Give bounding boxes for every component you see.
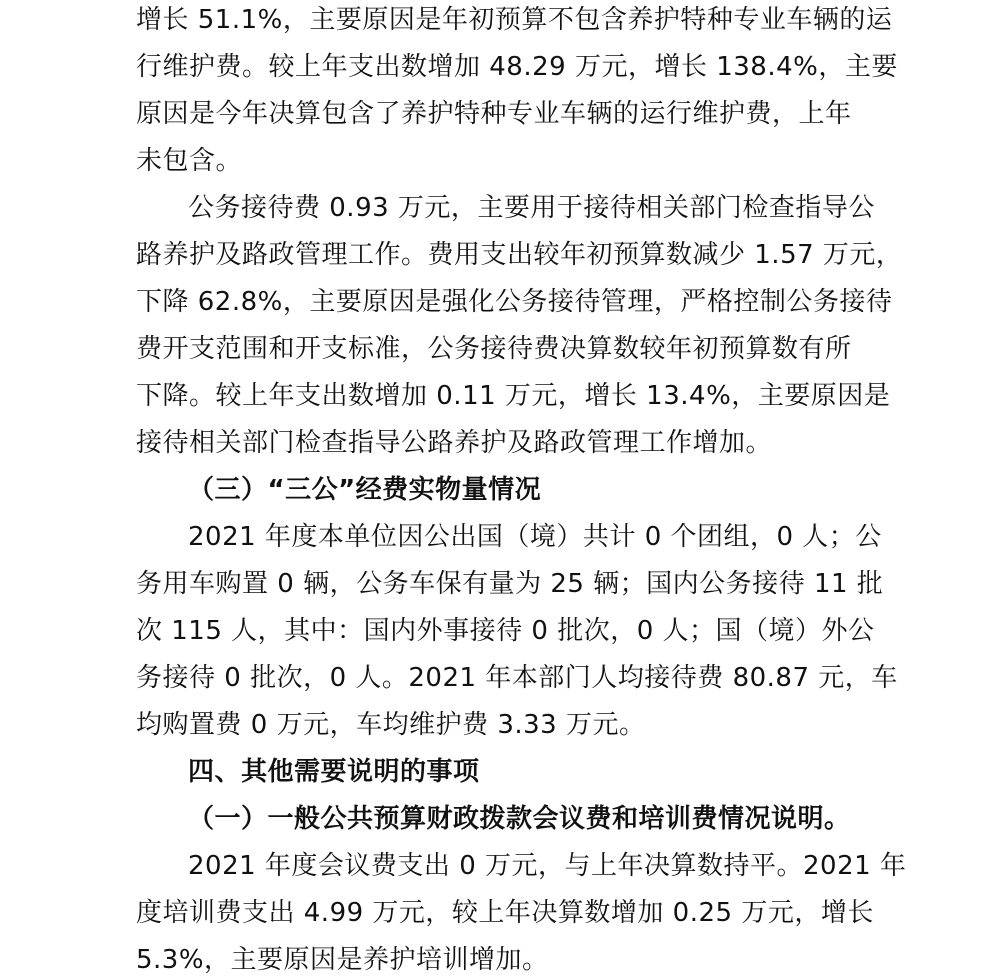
section-subheading: （三）“三公”经费实物量情况 [188,475,542,505]
section-heading: 四、其他需要说明的事项 [188,757,480,787]
paragraph-line: 接待相关部门检查指导公路养护及路政管理工作增加。 [136,428,773,458]
paragraph-line: 路养护及路政管理工作。费用支出较年初预算数减少 1.57 万元， [136,240,903,270]
paragraph-line: 均购置费 0 万元，车均维护费 3.33 万元。 [136,710,646,740]
paragraph-line: 5.3%，主要原因是养护培训增加。 [136,945,549,975]
paragraph-line: 公务接待费 0.93 万元，主要用于接待相关部门检查指导公 [188,193,875,223]
paragraph-line: 务用车购置 0 辆，公务车保有量为 25 辆；国内公务接待 11 批 [136,569,884,599]
paragraph-line: 下降 62.8%，主要原因是强化公务接待管理，严格控制公务接待 [136,287,893,317]
paragraph-line: 务接待 0 批次，0 人。2021 年本部门人均接待费 80.87 元，车 [136,663,898,693]
paragraph-line: 未包含。 [136,146,243,176]
paragraph-line: 费开支范围和开支标准，公务接待费决算数较年初预算数有所 [136,334,852,364]
paragraph-line: 原因是今年决算包含了养护特种专业车辆的运行维护费，上年 [136,99,852,129]
paragraph-line: 2021 年度会议费支出 0 万元，与上年决算数持平。2021 年 [188,851,907,881]
paragraph-line: 下降。较上年支出数增加 0.11 万元，增长 13.4%，主要原因是 [136,381,891,411]
paragraph-line: 度培训费支出 4.99 万元，较上年决算数增加 0.25 万元，增长 [136,898,874,928]
section-subheading: （一）一般公共预算财政拨款会议费和培训费情况说明。 [188,804,851,834]
paragraph-line: 2021 年度本单位因公出国（境）共计 0 个团组，0 人；公 [188,522,882,552]
paragraph-line: 次 115 人，其中：国内外事接待 0 批次，0 人；国（境）外公 [136,616,875,646]
paragraph-line: 增长 51.1%，主要原因是年初预算不包含养护特种专业车辆的运 [136,5,893,35]
paragraph-line: 行维护费。较上年支出数增加 48.29 万元，增长 138.4%，主要 [136,52,898,82]
